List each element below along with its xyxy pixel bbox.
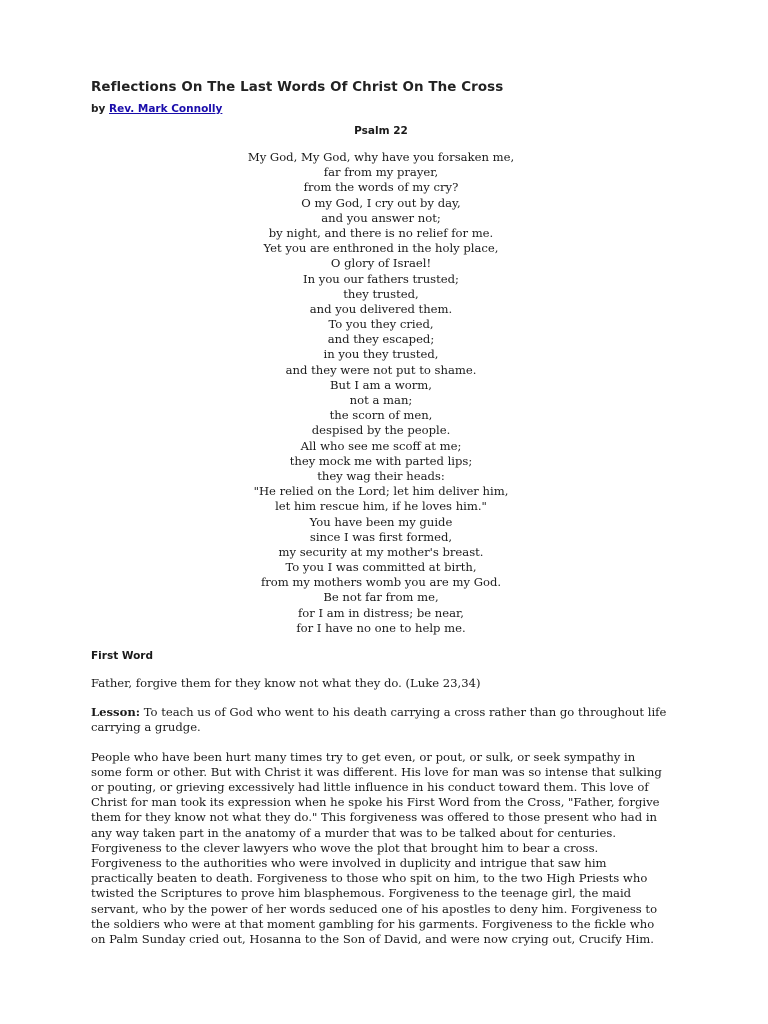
poem-line: despised by the people. bbox=[311, 423, 451, 438]
paragraph-line: the soldiers who were at that moment gambling for his garments. Forgiveness to the fickle who bbox=[91, 916, 655, 931]
paragraph-line: servant, who by the power of her words seduced one of his apostles to deny him. Forgiveness to bbox=[91, 901, 658, 916]
document-page bbox=[91, 78, 691, 947]
poem-line: and they were not put to shame. bbox=[285, 362, 477, 377]
poem-line: for I am in distress; be near, bbox=[297, 605, 464, 620]
poem-line: in you they trusted, bbox=[323, 347, 439, 362]
poem-line: let him rescue him, if he loves him." bbox=[275, 499, 487, 514]
paragraph-line: Christ for man took its expression when he spoke his First Word from the Cross, "Father, forgive bbox=[91, 795, 660, 810]
poem-line: far from my prayer, bbox=[323, 165, 439, 180]
psalm-title: Psalm 22 bbox=[354, 125, 408, 137]
psalm-poem bbox=[91, 150, 671, 636]
author-link[interactable]: Rev. Mark Connolly bbox=[109, 103, 223, 115]
lesson-text-line: To teach us of God who went to his death carrying a cross rather than go throughout life bbox=[140, 705, 667, 720]
paragraph-line: People who have been hurt many times try to get even, or pout, or sulk, or seek sympathy in bbox=[91, 749, 636, 764]
first-word-quote: Father, forgive them for they know not what they do. (Luke 23,34) bbox=[91, 676, 481, 690]
poem-line: Yet you are enthroned in the holy place, bbox=[263, 241, 499, 256]
section-heading-first-word: First Word bbox=[91, 650, 153, 662]
poem-line: To you I was committed at birth, bbox=[285, 560, 477, 575]
byline bbox=[91, 102, 691, 116]
poem-line: not a man; bbox=[349, 393, 413, 407]
poem-line: Be not far from me, bbox=[323, 590, 439, 605]
poem-line: from the words of my cry? bbox=[303, 180, 459, 195]
poem-line: All who see me scoff at me; bbox=[300, 438, 462, 453]
poem-line: In you our fathers trusted; bbox=[303, 271, 459, 286]
poem-line: for I have no one to help me. bbox=[296, 620, 466, 635]
poem-line: But I am a worm, bbox=[330, 377, 432, 392]
paragraph-line: them for they know not what they do." This forgiveness was offered to those present who had in bbox=[91, 810, 657, 825]
poem-line: and they escaped; bbox=[327, 332, 435, 347]
poem-line: they mock me with parted lips; bbox=[289, 453, 473, 468]
paragraph-line: any way taken part in the anatomy of a murder that was to be talked about for centuries. bbox=[91, 825, 617, 840]
paragraph-line: twisted the Scriptures to prove him blasphemous. Forgiveness to the teenage girl, the maid bbox=[91, 886, 632, 901]
poem-line: they wag their heads: bbox=[317, 468, 445, 483]
poem-line: My God, My God, why have you forsaken me, bbox=[247, 150, 515, 164]
poem-line: since I was first formed, bbox=[309, 529, 453, 544]
paragraph-line: some form or other. But with Christ it was different. His love for man was so intense that sulking bbox=[91, 764, 662, 779]
poem-line: O glory of Israel! bbox=[330, 256, 432, 271]
poem-line: my security at my mother's breast. bbox=[278, 544, 484, 559]
poem-line: the scorn of men, bbox=[329, 408, 433, 423]
byline-prefix: by bbox=[91, 103, 106, 115]
paragraph-line: or pouting, or grieving excessively had little influence in his conduct toward them. This love of bbox=[91, 780, 649, 795]
poem-line: from my mothers womb you are my God. bbox=[260, 575, 502, 590]
lesson-text-line: carrying a grudge. bbox=[91, 720, 201, 735]
paragraph-line: practically beaten to death. Forgiveness to those who spit on him, to the two High Priests who bbox=[91, 871, 648, 886]
poem-line: O my God, I cry out by day, bbox=[301, 195, 461, 210]
lesson-paragraph bbox=[91, 705, 691, 735]
poem-line: To you they cried, bbox=[328, 317, 434, 332]
poem-line: and you answer not; bbox=[321, 210, 441, 225]
article-title: Reflections On The Last Words Of Christ On The Cross bbox=[91, 80, 504, 95]
poem-line: You have been my guide bbox=[309, 514, 453, 529]
poem-line: they trusted, bbox=[343, 286, 419, 301]
paragraph-line: Forgiveness to the authorities who were involved in duplicity and intrigue that saw him bbox=[91, 856, 607, 871]
lesson-label: Lesson: bbox=[91, 705, 141, 720]
paragraph-line: on Palm Sunday cried out, Hosanna to the Son of David, and were now crying out, Crucify Him. bbox=[91, 932, 654, 947]
poem-line: and you delivered them. bbox=[309, 301, 453, 316]
body-paragraph bbox=[91, 750, 691, 948]
poem-line: "He relied on the Lord; let him deliver him, bbox=[253, 484, 509, 499]
poem-line: by night, and there is no relief for me. bbox=[268, 225, 494, 240]
paragraph-line: Forgiveness to the clever lawyers who wove the plot that brought him to bear a cross. bbox=[91, 840, 599, 855]
